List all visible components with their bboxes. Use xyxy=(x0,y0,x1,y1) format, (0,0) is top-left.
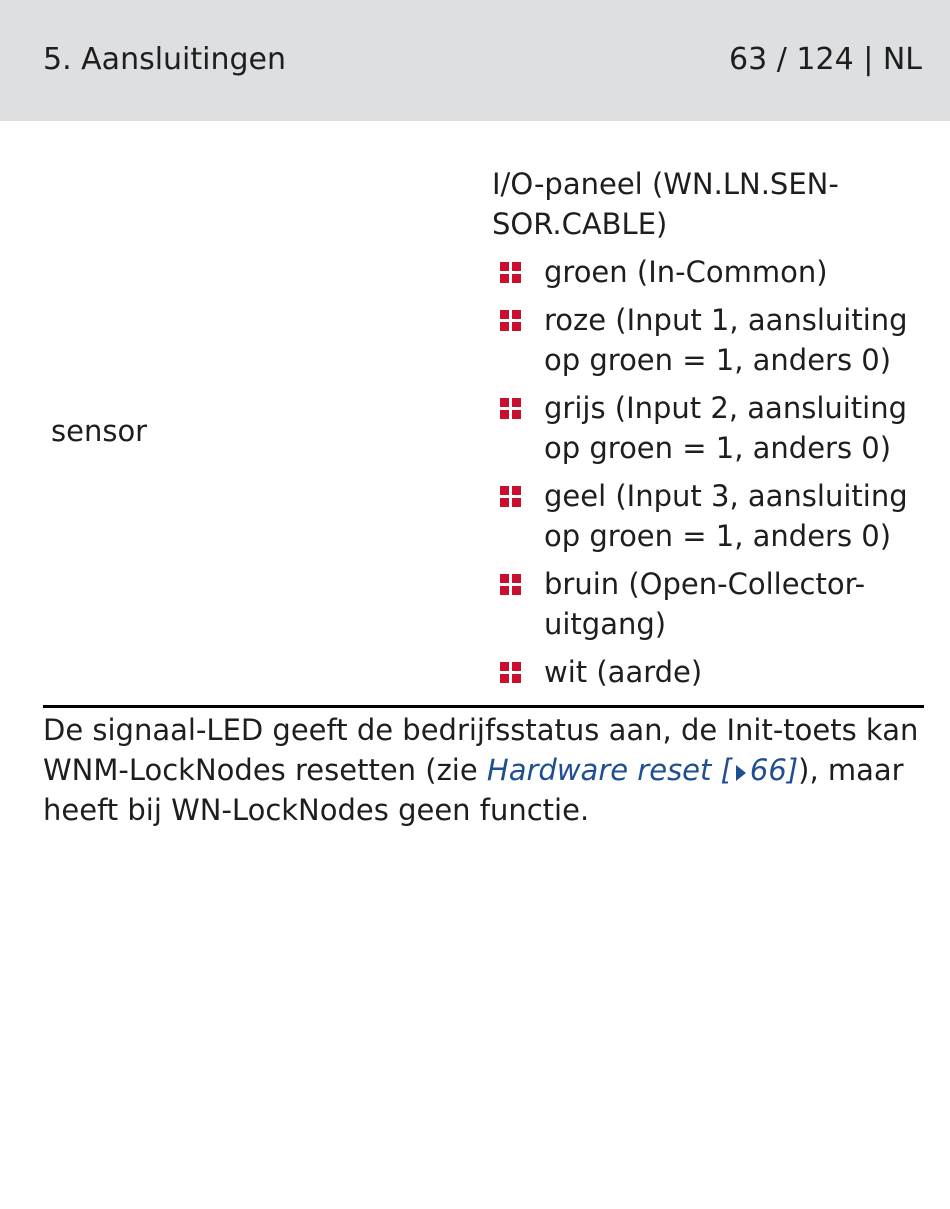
list-item-text: grijs (Input 2, aansluiting op groen = 1, anders 0) xyxy=(544,391,908,465)
hardware-reset-link[interactable] xyxy=(487,753,798,787)
bullet-icon xyxy=(500,262,521,283)
wire-color-list xyxy=(492,252,932,692)
paragraph-text-after: ), maar heeft bij WN-LockNodes geen functie. xyxy=(43,753,904,827)
list-item-text: wit (aarde) xyxy=(544,655,703,689)
list-item-text: groen (In-Common) xyxy=(544,255,828,289)
list-item xyxy=(492,388,932,468)
list-item-text: geel (Input 3, aansluiting op groen = 1, anders 0) xyxy=(544,479,908,553)
paragraph-text-before: De signaal-LED geeft de bedrijfsstatus aan, de Init-toets kan WNM-LockNodes resetten (zie xyxy=(43,713,919,787)
link-page: 66] xyxy=(749,753,799,787)
bullet-icon xyxy=(500,486,521,507)
list-item xyxy=(492,300,932,380)
bullet-icon xyxy=(500,310,521,331)
list-item xyxy=(492,652,932,692)
table-row-content xyxy=(492,164,932,700)
table-row-label: sensor xyxy=(51,414,148,448)
bullet-icon xyxy=(500,574,521,595)
table-bottom-divider xyxy=(43,705,924,708)
triangle-right-icon xyxy=(736,765,746,781)
list-item xyxy=(492,252,932,292)
page-header xyxy=(0,0,950,121)
body-paragraph xyxy=(43,710,933,830)
list-item-text: roze (Input 1, aansluiting op groen = 1, anders 0) xyxy=(544,303,908,377)
bullet-icon xyxy=(500,398,521,419)
link-text: Hardware reset [ xyxy=(486,753,732,787)
list-item-text: bruin (Open-Collector-uitgang) xyxy=(544,567,866,641)
panel-title: I/O-paneel (WN.LN.SEN-SOR.CABLE) xyxy=(492,167,839,241)
page-number: 63 / 124 | NL xyxy=(729,42,922,77)
bullet-icon xyxy=(500,662,521,683)
chapter-title: 5. Aansluitingen xyxy=(43,42,287,77)
list-item xyxy=(492,564,932,644)
list-item xyxy=(492,476,932,556)
